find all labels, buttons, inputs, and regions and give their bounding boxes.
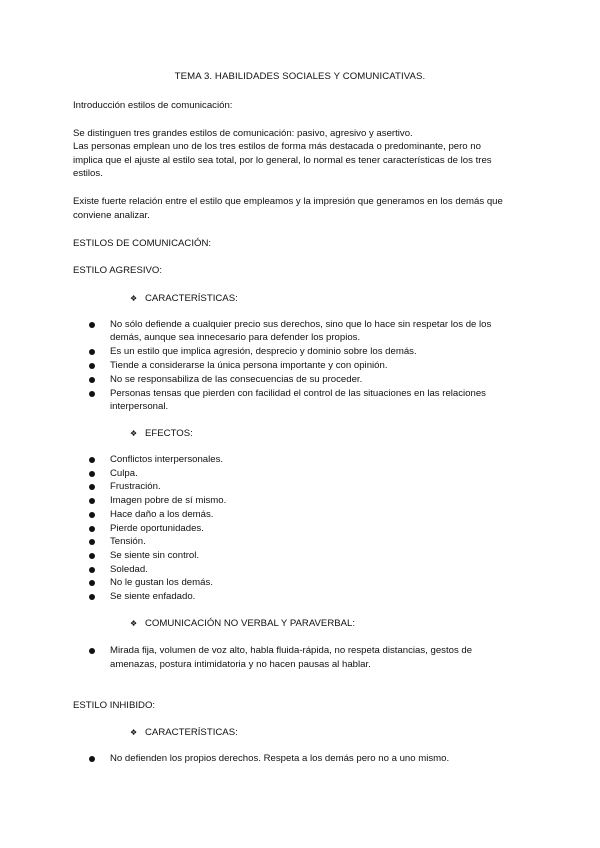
relation-paragraph-line: Existe fuerte relación entre el estilo que empleamos y la impresión que generamos en los demás que xyxy=(73,196,503,207)
effect-item: Imagen pobre de sí mismo. xyxy=(110,495,227,506)
bullet-icon xyxy=(89,594,95,600)
effects-label: EFECTOS: xyxy=(145,428,193,439)
bullet-icon xyxy=(89,349,95,355)
characteristic-item: Es un estilo que implica agresión, desprecio y dominio sobre los demás. xyxy=(110,346,417,357)
intro-paragraph-line: Se distinguen tres grandes estilos de comunicación: pasivo, agresivo y asertivo. xyxy=(73,128,413,139)
characteristic-item-line: No sólo defiende a cualquier precio sus derechos, sino que lo hace sin respetar los de los xyxy=(110,319,492,330)
effect-item: Se siente enfadado. xyxy=(110,591,196,602)
characteristic-item-line: Personas tensas que pierden con facilidad el control de las situaciones en las relaciones xyxy=(110,388,486,399)
document-title: TEMA 3. HABILIDADES SOCIALES Y COMUNICATIVAS. xyxy=(174,71,426,82)
bullet-icon xyxy=(89,457,95,463)
bullet-icon xyxy=(89,512,95,518)
inhibited-characteristics-label: CARACTERÍSTICAS: xyxy=(145,727,238,738)
diamond-bullet-icon: ❖ xyxy=(130,294,138,303)
effect-item: Soledad. xyxy=(110,564,148,575)
nonverbal-item-line: amenazas, postura intimidatoria y no hacen pausas al hablar. xyxy=(110,659,371,670)
intro-paragraph-line: estilos. xyxy=(73,168,103,179)
intro-heading: Introducción estilos de comunicación: xyxy=(73,100,233,111)
aggressive-style-heading: ESTILO AGRESIVO: xyxy=(73,265,163,276)
nonverbal-label: COMUNICACIÓN NO VERBAL Y PARAVERBAL: xyxy=(145,618,356,629)
diamond-bullet-icon: ❖ xyxy=(130,728,138,737)
relation-paragraph-line: conviene analizar. xyxy=(73,210,150,221)
bullet-icon xyxy=(89,377,95,383)
bullet-icon xyxy=(89,648,95,654)
intro-paragraph-line: implica que el ajuste al estilo sea total, por lo general, lo normal es tener características de los tres xyxy=(73,155,492,166)
bullet-icon xyxy=(89,526,95,532)
characteristic-item-line: demás, aunque sea innecesario para defender los propios. xyxy=(110,332,361,343)
diamond-bullet-icon: ❖ xyxy=(130,429,138,438)
aggressive-characteristics-label: CARACTERÍSTICAS: xyxy=(145,293,238,304)
effect-item: Pierde oportunidades. xyxy=(110,523,204,534)
effect-item: Hace daño a los demás. xyxy=(110,509,214,520)
characteristic-item: Tiende a considerarse la única persona importante y con opinión. xyxy=(110,360,388,371)
nonverbal-item-line: Mirada fija, volumen de voz alto, habla fluida-rápida, no respeta distancias, gestos de xyxy=(110,645,473,656)
bullet-icon xyxy=(89,322,95,328)
inhibited-style-heading: ESTILO INHIBIDO: xyxy=(73,700,156,711)
effect-item: Tensión. xyxy=(110,536,146,547)
bullet-icon xyxy=(89,553,95,559)
bullet-icon xyxy=(89,498,95,504)
effect-item: No le gustan los demás. xyxy=(110,577,213,588)
bullet-icon xyxy=(89,567,95,573)
diamond-bullet-icon: ❖ xyxy=(130,619,138,628)
effect-item: Culpa. xyxy=(110,468,138,479)
bullet-icon xyxy=(89,471,95,477)
bullet-icon xyxy=(89,484,95,490)
effect-item: Se siente sin control. xyxy=(110,550,200,561)
effect-item: Frustración. xyxy=(110,481,161,492)
bullet-icon xyxy=(89,363,95,369)
characteristic-item-line: interpersonal. xyxy=(110,401,169,412)
effect-item: Conflictos interpersonales. xyxy=(110,454,224,465)
styles-heading: ESTILOS DE COMUNICACIÓN: xyxy=(73,238,212,249)
characteristic-item: No se responsabiliza de las consecuencias de su proceder. xyxy=(110,374,363,385)
bullet-icon xyxy=(89,756,95,762)
bullet-icon xyxy=(89,391,95,397)
inhibited-characteristic-item: No defienden los propios derechos. Respeta a los demás pero no a uno mismo. xyxy=(110,753,450,764)
intro-paragraph-line: Las personas emplean uno de los tres estilos de forma más destacada o predominante, pero no xyxy=(73,141,481,152)
bullet-icon xyxy=(89,580,95,586)
bullet-icon xyxy=(89,539,95,545)
